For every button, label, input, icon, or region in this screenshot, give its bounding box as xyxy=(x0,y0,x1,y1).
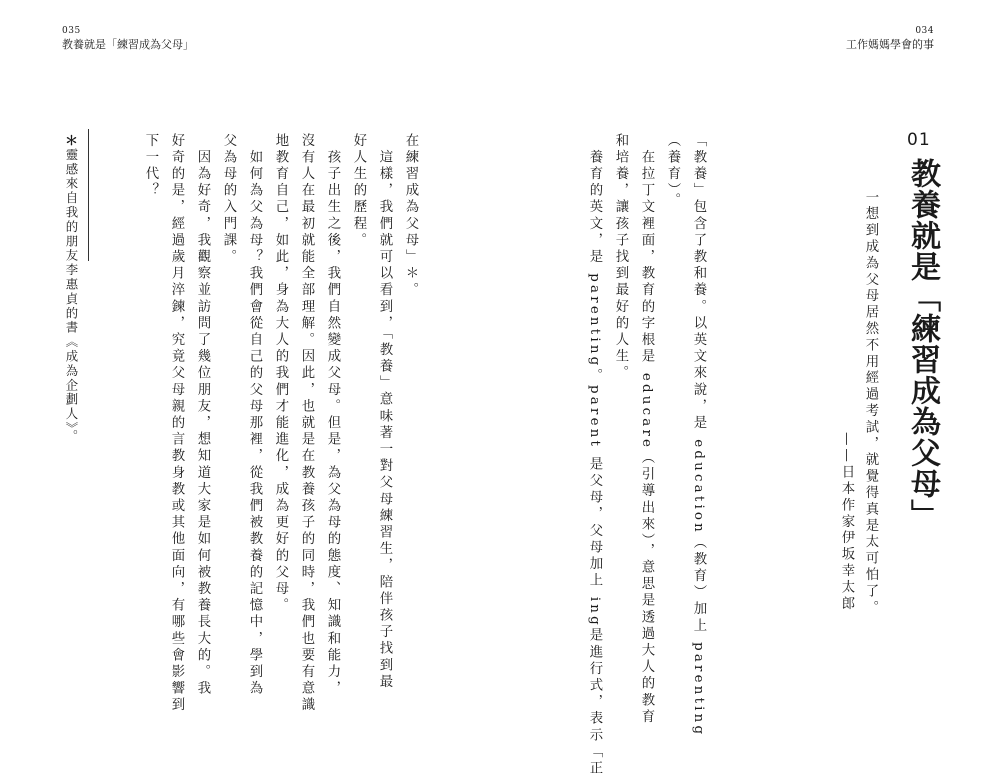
body-line: 養育的英文，是 parenting。parent 是父母，父母加上 ing是進行式，表示「正 xyxy=(587,133,602,777)
body-line: 沒有人在最初就能全部理解。因此，也就是在教養孩子的同時，我們也要有意識 xyxy=(299,133,314,714)
body-line: 「教養」包含了教和養。以英文來說，是 education（教育）加上 parenting xyxy=(691,133,706,738)
left-running-title: 教養就是「練習成為父母」 xyxy=(62,38,194,51)
body-line: 在拉丁文裡面，教育的字根是 educare（引導出來），意思是透過大人的教育 xyxy=(639,133,654,726)
epigraph-attribution: ——日本作家伊坂幸太郎 xyxy=(839,432,854,613)
chapter-title: 教養就是「練習成為父母」 xyxy=(905,158,940,530)
footnote-text: 靈感來自我的朋友李惠貞的書《成為企劃人》。 xyxy=(64,148,79,445)
body-line: 和培養，讓孩子找到最好的人生。 xyxy=(613,133,628,382)
body-line: 好人生的歷程。 xyxy=(351,133,366,250)
chapter-number: 01 xyxy=(907,130,931,150)
body-line: 下一代？ xyxy=(143,133,158,200)
body-line: 因為好奇，我觀察並訪問了幾位朋友，想知道大家是如何被教養長大的。我 xyxy=(195,133,210,698)
body-line: 父為母的入門課。 xyxy=(221,133,236,266)
body-line: 好奇的是，經過歲月淬鍊，究竟父母親的言教身教或其他面向，有哪些會影響到 xyxy=(169,133,184,714)
footnote-marker: ＊ xyxy=(65,134,79,149)
epigraph-quote: 一想到成為父母居然不用經過考試，就覺得真是太可怕了。 xyxy=(863,190,878,617)
right-running-title: 工作媽媽學會的事 xyxy=(846,38,934,51)
body-line: 在練習成為父母」＊。 xyxy=(403,133,418,299)
body-line: 孩子出生之後，我們自然變成父母。但是，為父為母的態度、知識和能力， xyxy=(325,133,340,698)
body-line: 這樣，我們就可以看到，「教養」意味著一對父母練習生，陪伴孩子找到最 xyxy=(377,133,392,691)
right-page-number: 034 xyxy=(915,26,934,36)
body-line: 地教育自己，如此，身為大人的我們才能進化，成為更好的父母。 xyxy=(273,133,288,615)
right-page-header xyxy=(846,24,934,52)
left-page-header xyxy=(62,24,194,52)
body-line: （養育）。 xyxy=(665,133,680,210)
body-line: 如何為父為母？我們會從自己的父母那裡，從我們被教養的記憶中，學到為 xyxy=(247,133,262,698)
left-page-number: 035 xyxy=(62,26,81,36)
footnote-divider xyxy=(88,129,89,261)
